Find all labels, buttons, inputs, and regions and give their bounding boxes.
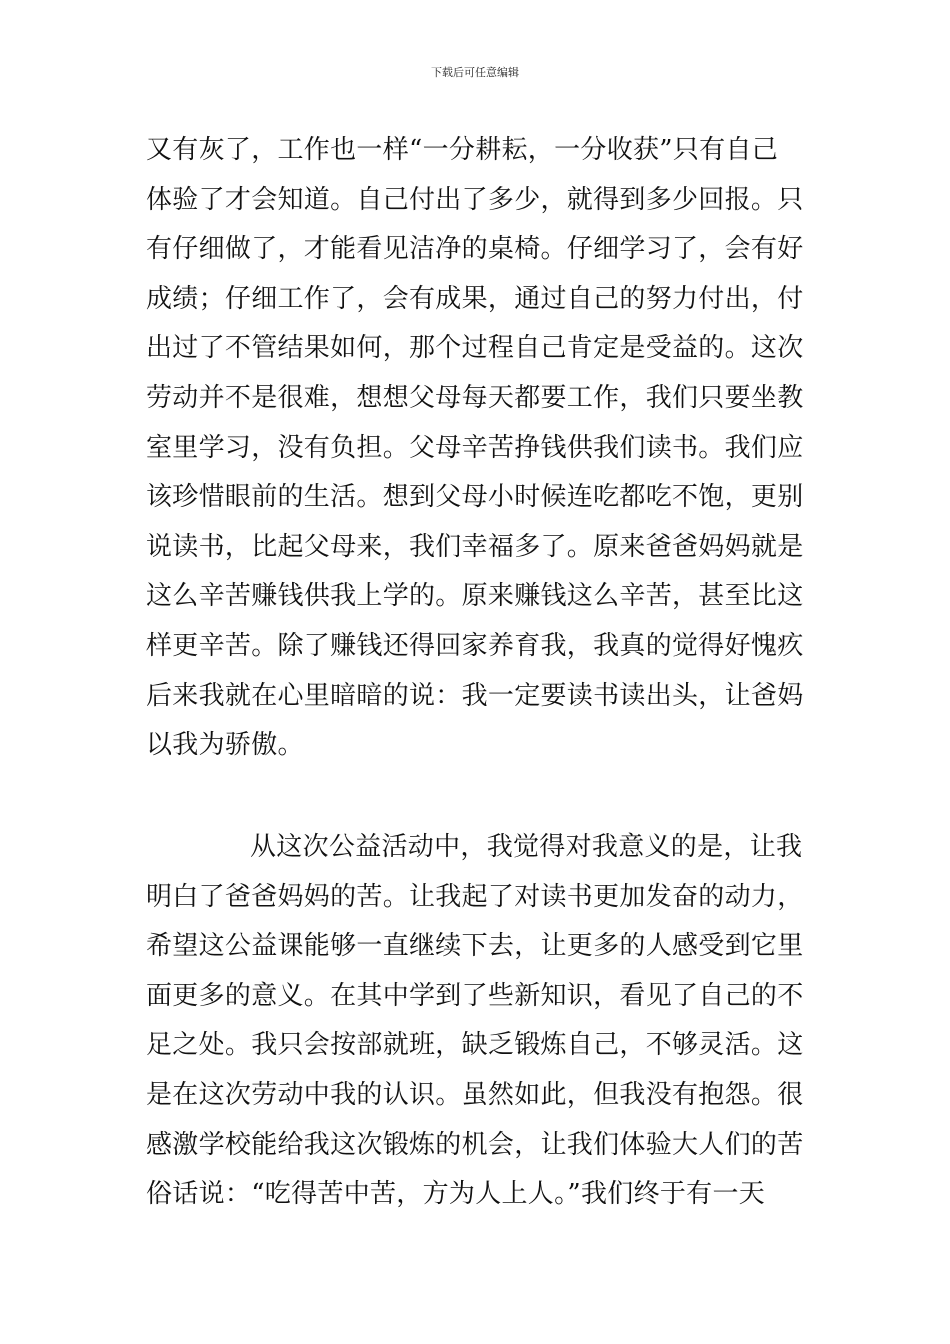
text-line: 该珍惜眼前的生活。想到父母小时候连吃都吃不饱，更别 <box>146 482 804 513</box>
text-line: 成绩；仔细工作了，会有成果，通过自己的努力付出，付 <box>146 283 804 314</box>
text-line: 说读书，比起父母来，我们幸福多了。原来爸爸妈妈就是 <box>146 531 804 562</box>
text-line: 明白了爸爸妈妈的苦。让我起了对读书更加发奋的动力， <box>146 881 804 912</box>
text-line: 有仔细做了，才能看见洁净的桌椅。仔细学习了，会有好 <box>146 234 804 265</box>
text-line: 希望这公益课能够一直继续下去，让更多的人感受到它里 <box>146 931 804 962</box>
text-line: 室里学习，没有负担。父母辛苦挣钱供我们读书。我们应 <box>146 432 804 463</box>
text-line: 以我为骄傲。 <box>146 730 304 761</box>
text-line: 面更多的意义。在其中学到了些新知识，看见了自己的不 <box>146 980 804 1011</box>
text-line: 样更辛苦。除了赚钱还得回家养育我，我真的觉得好愧疚 <box>146 630 804 661</box>
text-line: 体验了才会知道。自己付出了多少，就得到多少回报。只 <box>146 184 804 215</box>
text-line: 是在这次劳动中我的认识。虽然如此，但我没有抱怨。很 <box>146 1079 804 1110</box>
paragraph-2 <box>146 823 816 1220</box>
text-line: 足之处。我只会按部就班，缺乏锻炼自己，不够灵活。这 <box>146 1030 804 1061</box>
text-line: 劳动并不是很难，想想父母每天都要工作，我们只要坐教 <box>146 382 804 413</box>
text-line: 俗话说：“吃得苦中苦，方为人上人。”我们终于有一天 <box>146 1179 766 1210</box>
text-line-indented: 从这次公益活动中，我觉得对我意义的是，让我 <box>250 832 803 862</box>
text-line: 感激学校能给我这次锻炼的机会，让我们体验大人们的苦 <box>146 1129 804 1160</box>
text-line: 后来我就在心里暗暗的说：我一定要读书读出头，让爸妈 <box>146 680 804 711</box>
paragraph-1 <box>146 126 816 771</box>
text-line: 出过了不管结果如何，那个过程自己肯定是受益的。这次 <box>146 333 804 364</box>
header-note: 下载后可任意编辑 <box>431 66 519 79</box>
text-line: 这么辛苦赚钱供我上学的。原来赚钱这么辛苦，甚至比这 <box>146 581 804 612</box>
text-line: 又有灰了，工作也一样“一分耕耘，一分收获”只有自己 <box>146 135 779 165</box>
